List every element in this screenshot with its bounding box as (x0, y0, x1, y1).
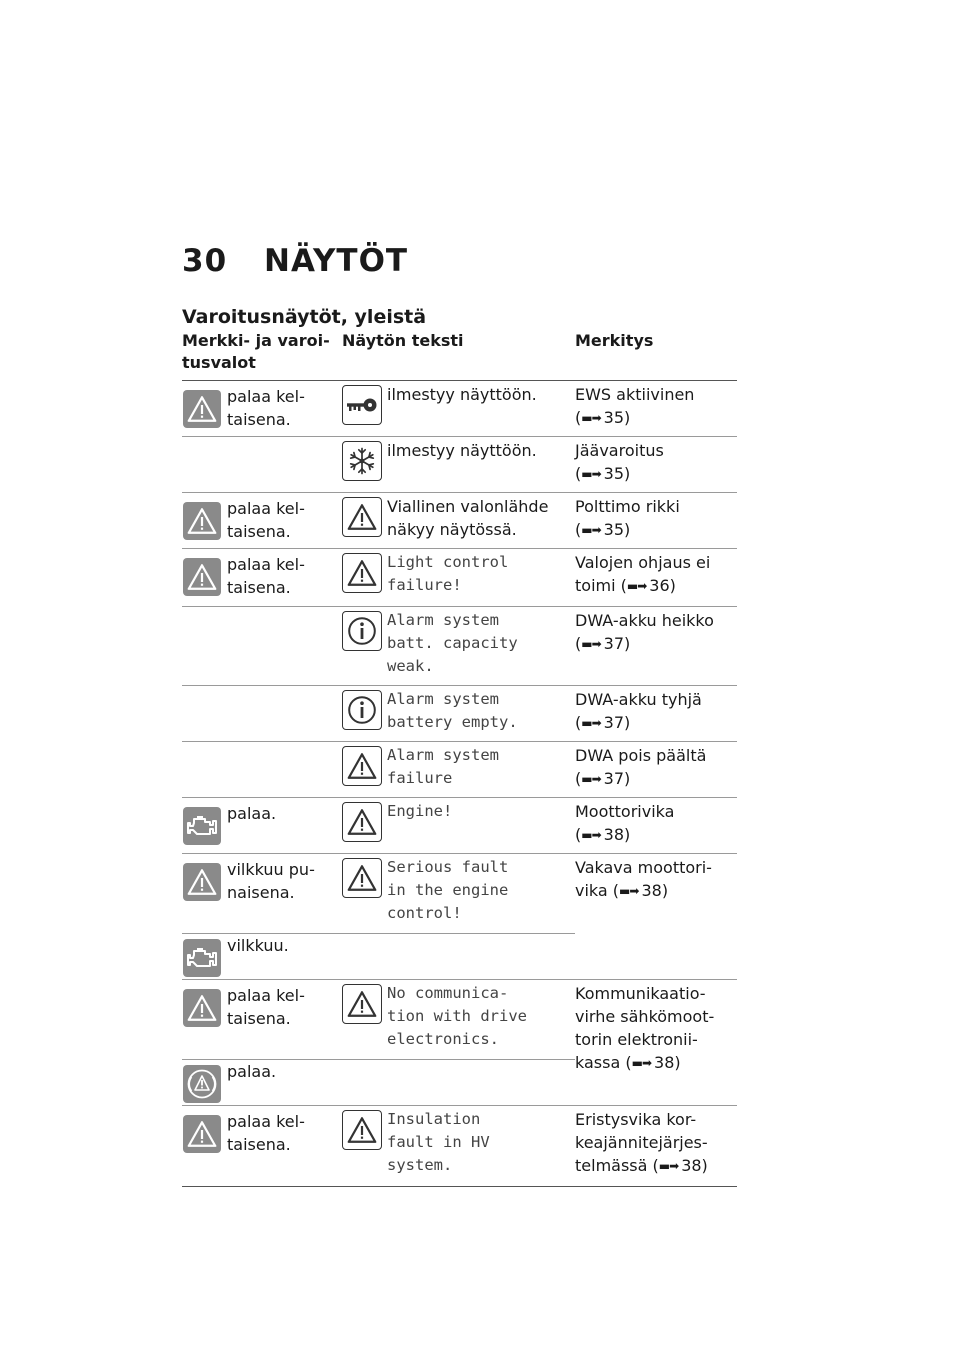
display-text: Insulation fault in HV system. (387, 1110, 490, 1174)
page-number: 30 (182, 243, 228, 279)
reference-arrow-icon: ▬➡ (581, 467, 601, 481)
warning-triangle-icon (342, 553, 382, 593)
warning-triangle-icon (183, 558, 221, 596)
warning-triangle-icon (183, 390, 221, 428)
warning-triangle-icon (342, 858, 382, 898)
table-body (182, 381, 737, 1187)
lamp-description: vilkkuu. (227, 936, 289, 955)
table-row (182, 980, 737, 1106)
table-row (182, 1106, 737, 1187)
page-reference[interactable]: (▬➡ 38) (575, 823, 737, 848)
warning-triangle-icon (342, 802, 382, 842)
page-reference[interactable]: (▬➡ 37) (575, 632, 737, 657)
lamp-description: palaa kel- taisena. (227, 555, 305, 597)
warning-triangle-icon (183, 989, 221, 1027)
page-reference[interactable]: (▬➡ 38) (653, 1156, 708, 1175)
display-text: Alarm system failure (387, 746, 499, 787)
warning-triangle-icon (342, 984, 382, 1024)
meaning-text: Kommunikaatio- virhe sähkömoot- torin elektronii- kassa (▬➡ 38) (575, 982, 737, 1076)
page-reference[interactable]: (▬➡ 36) (621, 576, 676, 595)
reference-arrow-icon: ▬➡ (626, 579, 647, 593)
page-reference[interactable]: (▬➡ 35) (575, 518, 737, 543)
table-row (182, 854, 737, 980)
table-row (182, 549, 737, 607)
column-header-lights: Merkki- ja varoi- tusvalot (182, 331, 330, 372)
lamp-description: vilkkuu pu- naisena. (227, 860, 315, 902)
meaning-text: DWA-akku heikko (▬➡ 37) (575, 609, 737, 657)
column-header-meaning: Merkitys (575, 331, 654, 350)
display-text: Alarm system batt. capacity weak. (387, 611, 518, 675)
page-reference[interactable]: (▬➡ 38) (625, 1053, 680, 1072)
reference-arrow-icon: ▬➡ (581, 411, 601, 425)
circle-warning-icon (183, 1065, 221, 1103)
display-text: Engine! (387, 802, 453, 820)
table-row (182, 493, 737, 549)
engine-icon (183, 939, 221, 977)
info-icon (342, 611, 382, 651)
page-reference[interactable]: (▬➡ 38) (613, 881, 668, 900)
reference-arrow-icon: ▬➡ (581, 637, 601, 651)
reference-arrow-icon: ▬➡ (581, 772, 601, 786)
reference-arrow-icon: ▬➡ (581, 716, 601, 730)
reference-arrow-icon: ▬➡ (581, 523, 601, 537)
reference-arrow-icon: ▬➡ (619, 884, 639, 898)
table-row (182, 798, 737, 854)
page-reference[interactable]: (▬➡ 37) (575, 767, 737, 792)
meaning-text: DWA pois päältä (▬➡ 37) (575, 744, 737, 792)
meaning-text: Moottorivika (▬➡ 38) (575, 800, 737, 848)
display-text: No communica- tion with drive electronics. (387, 984, 527, 1048)
page-reference[interactable]: (▬➡ 35) (575, 406, 737, 431)
meaning-text: DWA-akku tyhjä (▬➡ 37) (575, 688, 737, 736)
display-text: Serious fault in the engine control! (387, 858, 509, 922)
meaning-text: Jäävaroitus (▬➡ 35) (575, 439, 737, 487)
lamp-description: palaa. (227, 1062, 277, 1081)
lamp-description: palaa. (227, 804, 277, 823)
table-header (182, 330, 737, 381)
meaning-text: Valojen ohjaus ei toimi (▬➡ 36) (575, 551, 737, 599)
info-icon (342, 690, 382, 730)
warning-triangle-icon (183, 1115, 221, 1153)
lamp-description: palaa kel- taisena. (227, 387, 305, 429)
display-text: Viallinen valonlähde näkyy näytössä. (387, 497, 549, 539)
display-text: Alarm system battery empty. (387, 690, 518, 731)
page-heading (182, 243, 408, 279)
warning-triangle-icon (183, 502, 221, 540)
engine-icon (183, 807, 221, 845)
meaning-text: Vakava moottori- vika (▬➡ 38) (575, 856, 737, 904)
snowflake-icon (342, 441, 382, 481)
table-row (182, 742, 737, 798)
warning-table (182, 330, 737, 1187)
warning-triangle-icon (342, 497, 382, 537)
display-text: ilmestyy näyttöön. (387, 385, 537, 404)
table-row (182, 437, 737, 493)
key-icon (342, 385, 382, 425)
table-row (182, 686, 737, 742)
lamp-description: palaa kel- taisena. (227, 1112, 305, 1154)
display-text: ilmestyy näyttöön. (387, 441, 537, 460)
meaning-text: EWS aktiivinen (▬➡ 35) (575, 383, 737, 431)
warning-triangle-icon (342, 746, 382, 786)
reference-arrow-icon: ▬➡ (581, 828, 601, 842)
warning-triangle-icon (342, 1110, 382, 1150)
reference-arrow-icon: ▬➡ (658, 1159, 679, 1173)
lamp-description: palaa kel- taisena. (227, 499, 305, 541)
chapter-title: NÄYTÖT (264, 243, 409, 279)
meaning-text: Polttimo rikki (▬➡ 35) (575, 495, 737, 543)
page-reference[interactable]: (▬➡ 35) (575, 462, 737, 487)
table-row (182, 607, 737, 686)
section-title: Varoitusnäytöt, yleistä (182, 306, 427, 328)
warning-triangle-icon (183, 863, 221, 901)
page-reference[interactable]: (▬➡ 37) (575, 711, 737, 736)
column-header-display-text: Näytön teksti (342, 331, 464, 350)
meaning-text: Eristysvika kor- keajännitejärjes- telmässä (▬➡ 38) (575, 1108, 737, 1179)
lamp-description: palaa kel- taisena. (227, 986, 305, 1028)
reference-arrow-icon: ▬➡ (631, 1056, 652, 1070)
table-row (182, 381, 737, 437)
display-text: Light control failure! (387, 553, 509, 594)
